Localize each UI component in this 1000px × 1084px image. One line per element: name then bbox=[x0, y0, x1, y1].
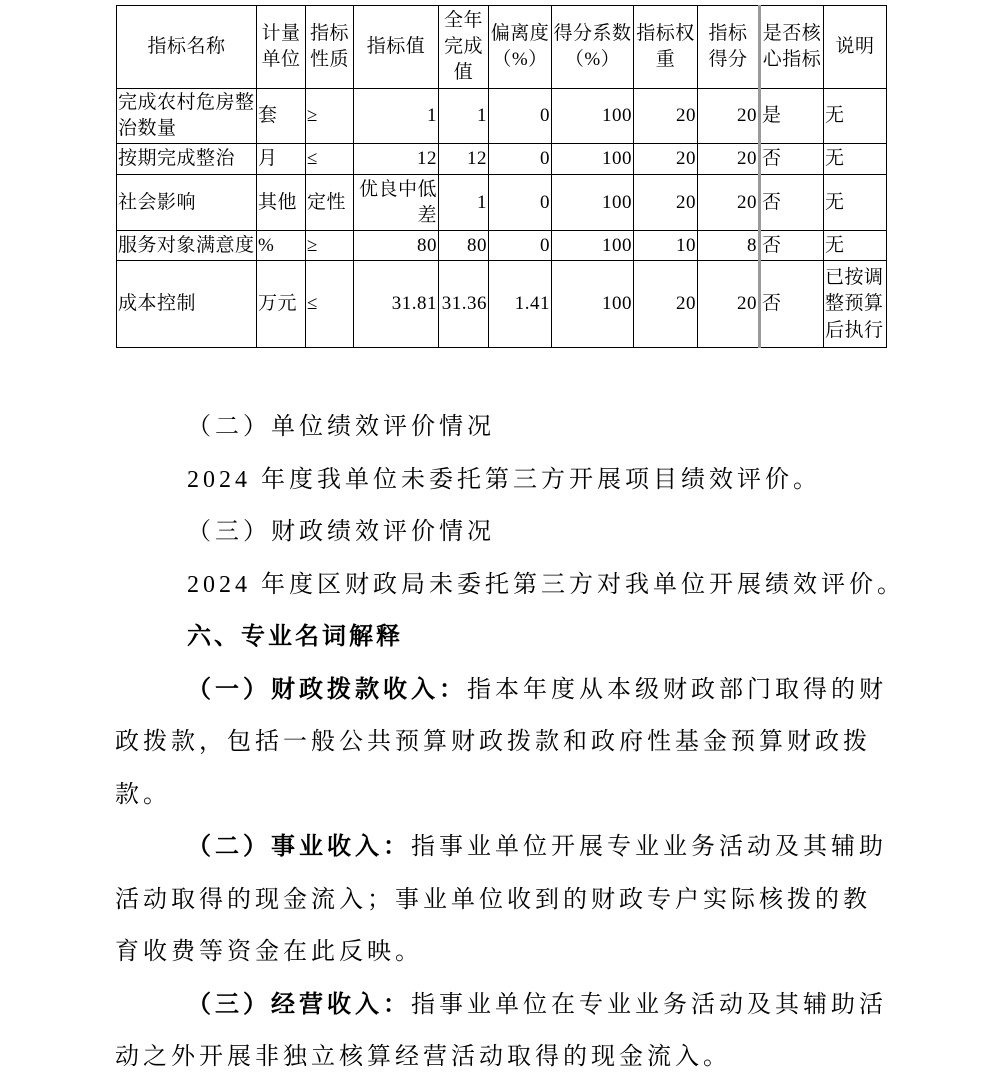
table-cell: ≤ bbox=[306, 144, 354, 175]
term-operating-income-line1 bbox=[115, 821, 890, 874]
col-header-score: 指标得分 bbox=[698, 6, 760, 89]
table-cell: ≤ bbox=[306, 261, 354, 348]
table-cell: 10 bbox=[634, 231, 698, 261]
table-cell: 100 bbox=[552, 175, 634, 231]
table-cell: 0 bbox=[489, 175, 552, 231]
col-header-annual-completion: 全年完成值 bbox=[439, 6, 489, 89]
paragraph-finance-evaluation: 2024 年度区财政局未委托第三方对我单位开展绩效评价。 bbox=[187, 571, 905, 598]
table-cell: 80 bbox=[439, 231, 489, 261]
table-cell: 0 bbox=[489, 144, 552, 175]
table-cell: 否 bbox=[760, 261, 824, 348]
table-cell: 服务对象满意度 bbox=[117, 231, 257, 261]
table-cell: 套 bbox=[257, 89, 306, 144]
col-header-nature: 指标性质 bbox=[306, 6, 354, 89]
table-cell: % bbox=[257, 231, 306, 261]
table-cell: 无 bbox=[824, 231, 887, 261]
table-cell: 是 bbox=[760, 89, 824, 144]
term-fiscal-appropriation-line2: 政拨款，包括一般公共预算财政拨款和政府性基金预算财政拨 bbox=[115, 729, 871, 756]
term-business-income-line2: 动之外开展非独立核算经营活动取得的现金流入。 bbox=[115, 1044, 731, 1071]
col-header-weight: 指标权重 bbox=[634, 6, 698, 89]
term-operating-income-lead: （二）事业收入： bbox=[187, 834, 411, 861]
table-cell: 万元 bbox=[257, 261, 306, 348]
table-cell: ≥ bbox=[306, 89, 354, 144]
table-cell: 无 bbox=[824, 144, 887, 175]
col-header-target-value: 指标值 bbox=[354, 6, 439, 89]
table-row bbox=[117, 89, 887, 144]
table-cell: 12 bbox=[354, 144, 439, 175]
table-cell: 月 bbox=[257, 144, 306, 175]
table-row bbox=[117, 144, 887, 175]
table-cell: 1 bbox=[439, 175, 489, 231]
term-fiscal-appropriation-line3: 款。 bbox=[115, 781, 171, 808]
table-cell: 31.36 bbox=[439, 261, 489, 348]
table-cell: 20 bbox=[634, 89, 698, 144]
col-header-score-coefficient: 得分系数（%） bbox=[552, 6, 634, 89]
table-row bbox=[117, 261, 887, 348]
col-header-unit: 计量单位 bbox=[257, 6, 306, 89]
table-cell: 社会影响 bbox=[117, 175, 257, 231]
term-operating-income-line2: 活动取得的现金流入；事业单位收到的财政专户实际核拨的教 bbox=[115, 886, 871, 913]
table-cell: 100 bbox=[552, 89, 634, 144]
table-cell: 完成农村危房整治数量 bbox=[117, 89, 257, 144]
table-cell: 20 bbox=[634, 261, 698, 348]
table-cell: 20 bbox=[698, 89, 760, 144]
table-cell: 100 bbox=[552, 231, 634, 261]
term-operating-income-text: 指事业单位开展专业业务活动及其辅助 bbox=[411, 834, 887, 861]
term-fiscal-appropriation-lead: （一）财政拨款收入： bbox=[187, 676, 467, 703]
table-cell: 100 bbox=[552, 261, 634, 348]
table-cell: 无 bbox=[824, 175, 887, 231]
table-cell: 否 bbox=[760, 231, 824, 261]
table-cell: 无 bbox=[824, 89, 887, 144]
col-header-indicator-name: 指标名称 bbox=[117, 6, 257, 89]
table-row bbox=[117, 231, 887, 261]
table-cell: 优良中低差 bbox=[354, 175, 439, 231]
table-cell: 0 bbox=[489, 89, 552, 144]
table-cell: 100 bbox=[552, 144, 634, 175]
table-cell: 1 bbox=[439, 89, 489, 144]
table-cell: 1 bbox=[354, 89, 439, 144]
table-cell: 20 bbox=[634, 175, 698, 231]
table-cell: 0 bbox=[489, 231, 552, 261]
table-cell: 80 bbox=[354, 231, 439, 261]
document-page bbox=[0, 5, 1000, 1071]
table-cell: 20 bbox=[634, 144, 698, 175]
table-cell: 31.81 bbox=[354, 261, 439, 348]
table-row bbox=[117, 175, 887, 231]
table-cell: 8 bbox=[698, 231, 760, 261]
table-header-row bbox=[117, 6, 887, 89]
term-fiscal-appropriation-text: 指本年度从本级财政部门取得的财 bbox=[467, 676, 887, 703]
col-header-core-indicator: 是否核心指标 bbox=[760, 6, 824, 89]
indicator-table bbox=[116, 5, 887, 348]
table-cell: 20 bbox=[698, 261, 760, 348]
table-cell: 20 bbox=[698, 144, 760, 175]
table-cell: ≥ bbox=[306, 231, 354, 261]
table-cell: 否 bbox=[760, 175, 824, 231]
paragraph-unit-evaluation: 2024 年度我单位未委托第三方开展项目绩效评价。 bbox=[187, 466, 821, 493]
term-business-income-text: 指事业单位在专业业务活动及其辅助活 bbox=[411, 991, 887, 1018]
term-business-income-lead: （三）经营收入： bbox=[187, 991, 411, 1018]
term-business-income-line1 bbox=[115, 979, 890, 1032]
section-heading-finance-evaluation: （三）财政绩效评价情况 bbox=[187, 519, 495, 546]
term-fiscal-appropriation-line1 bbox=[115, 664, 890, 717]
table-cell: 20 bbox=[698, 175, 760, 231]
table-cell: 1.41 bbox=[489, 261, 552, 348]
table-cell: 其他 bbox=[257, 175, 306, 231]
term-operating-income-line3: 育收费等资金在此反映。 bbox=[115, 939, 423, 966]
glossary-text-section bbox=[115, 348, 905, 1084]
table-cell: 已按调整预算后执行 bbox=[824, 261, 887, 348]
table-cell: 按期完成整治 bbox=[117, 144, 257, 175]
table-cell: 否 bbox=[760, 144, 824, 175]
col-header-deviation: 偏离度（%） bbox=[489, 6, 552, 89]
col-header-remark: 说明 bbox=[824, 6, 887, 89]
table-cell: 定性 bbox=[306, 175, 354, 231]
section-heading-terminology: 六、专业名词解释 bbox=[187, 623, 403, 651]
table-cell: 12 bbox=[439, 144, 489, 175]
table-cell: 成本控制 bbox=[117, 261, 257, 348]
section-heading-unit-evaluation: （二）单位绩效评价情况 bbox=[187, 414, 495, 441]
